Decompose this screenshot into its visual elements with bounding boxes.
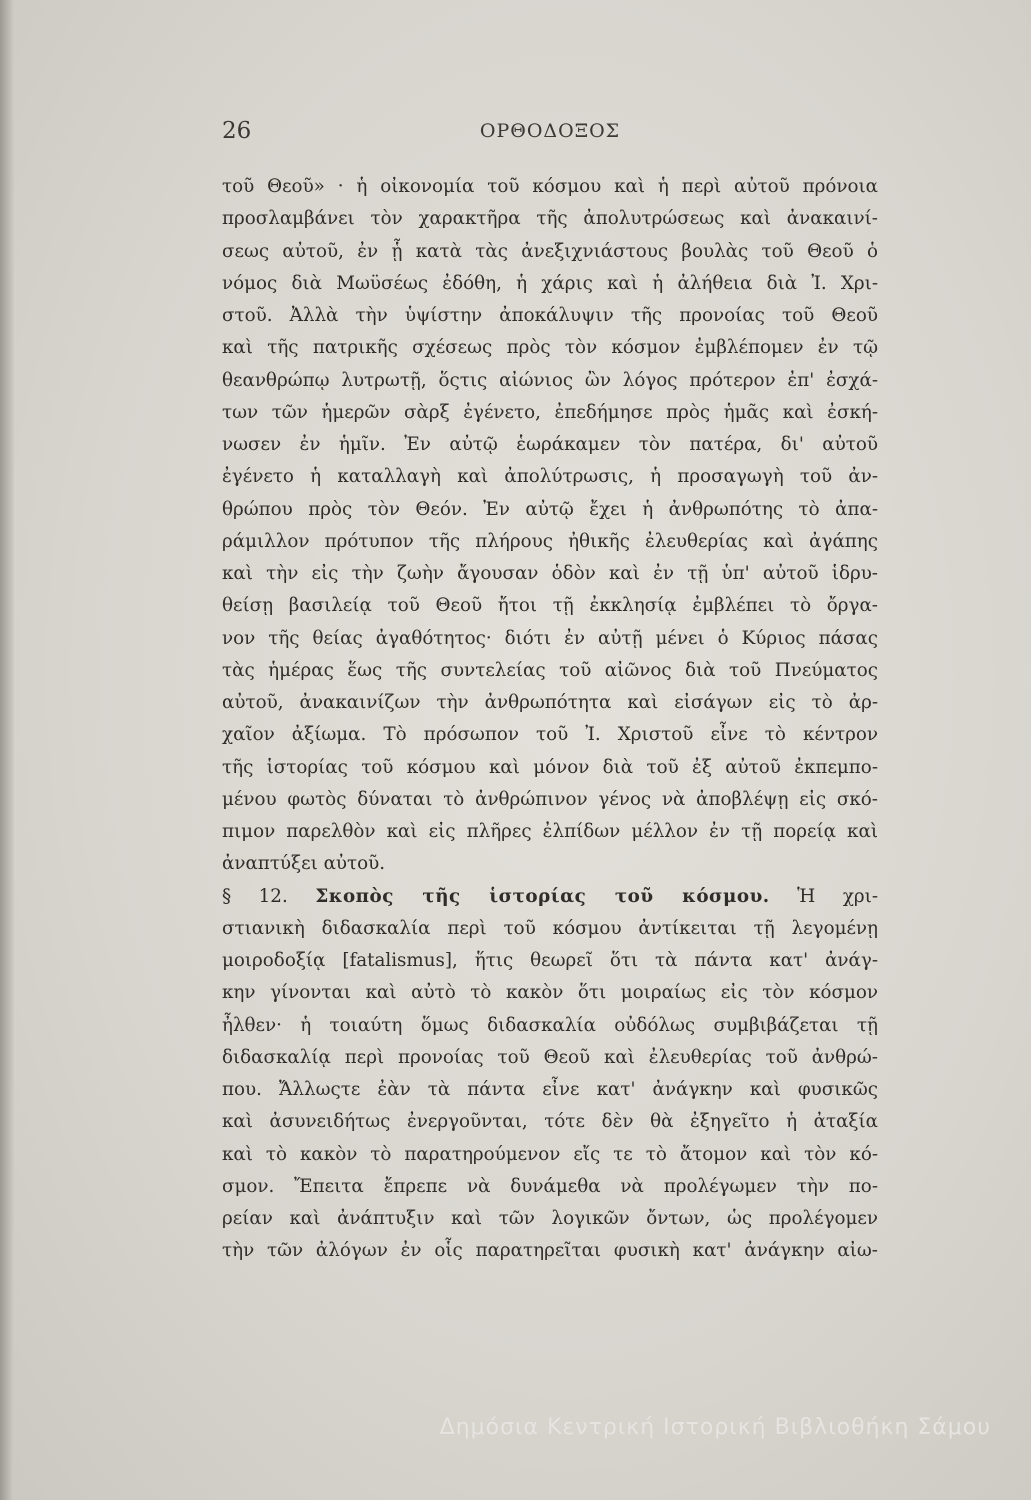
text-line: που. Ἄλλωςτε ἐὰν τὰ πάντα εἶνε κατ' ἀνάγκην καὶ φυσικῶς — [222, 1079, 878, 1100]
section-number: § 12. — [222, 885, 288, 907]
text-line: μένου φωτὸς δύναται τὸ ἀνθρώπινον γένος νὰ ἀποβλέψῃ εἰς σκό- — [222, 788, 878, 810]
section-title: Σκοπὸς τῆς ἱστορίας τοῦ κόσμου. — [315, 885, 770, 907]
text-line: καὶ ἀσυνειδήτως ἐνεργοῦνται, τότε δὲν θὰ ἐξηγεῖτο ἡ ἀταξία — [222, 1111, 878, 1133]
text-line: των τῶν ἡμερῶν σὰρξ ἐγένετο, ἐπεδήμησε πρὸς ἡμᾶς καὶ ἐσκή- — [222, 401, 878, 423]
text-line: προσλαμβάνει τὸν χαρακτῆρα τῆς ἀπολυτρώσεως καὶ ἀνακαινί- — [222, 208, 878, 230]
text-line: θρώπου πρὸς τὸν Θεόν. Ἐν αὐτῷ ἔχει ἡ ἀνθρωπότης τὸ ἀπα- — [222, 498, 878, 520]
library-watermark — [0, 1415, 991, 1440]
text-line: διδασκαλίᾳ περὶ προνοίας τοῦ Θεοῦ καὶ ἐλευθερίας τοῦ ἀνθρώ- — [222, 1046, 878, 1068]
text-line: θείσῃ βασιλείᾳ τοῦ Θεοῦ ἤτοι τῇ ἐκκλησίᾳ ἐμβλέπει τὸ ὄργα- — [222, 595, 878, 617]
text-line: ἀναπτύξει αὐτοῦ. — [222, 853, 386, 875]
text-line: ράμιλλον πρότυπον τῆς πλήρους ἠθικῆς ἐλευθερίας καὶ ἀγάπης — [222, 530, 878, 552]
text-line: τοῦ Θεοῦ» · ἡ οἰκονομία τοῦ κόσμου καὶ ἡ περὶ αὐτοῦ πρόνοια — [222, 176, 878, 197]
text-line: τῆς ἱστορίας τοῦ κόσμου καὶ μόνον διὰ τοῦ ἐξ αὐτοῦ ἐκπεμπο- — [222, 756, 878, 778]
text-line: στοῦ. Ἀλλὰ τὴν ὑψίστην ἀποκάλυψιν τῆς προνοίας τοῦ Θεοῦ — [222, 305, 878, 326]
text-line: πιμον παρελθὸν καὶ εἰς πλῆρες ἐλπίδων μέλλον ἐν τῇ πορείᾳ καὶ — [222, 821, 878, 842]
running-title: ΟΡΘΟΔΟΞΟΣ — [479, 120, 621, 142]
text-line: νωσεν ἐν ἡμῖν. Ἐν αὐτῷ ἑωράκαμεν τὸν πατέρα, δι' αὐτοῦ — [222, 434, 878, 455]
page-number: 26 — [222, 118, 252, 144]
text-line: νόμος διὰ Μωϋσέως ἐδόθη, ἡ χάρις καὶ ἡ ἀλήθεια διὰ Ἰ. Χρι- — [222, 272, 878, 294]
watermark-text: Δημόσια Κεντρική Ιστορική Βιβλιοθήκη Σάμου — [439, 1415, 991, 1440]
text-line: σμον. Ἔπειτα ἔπρεπε νὰ δυνάμεθα νὰ προλέγωμεν τὴν πο- — [222, 1175, 878, 1197]
text-line: νον τῆς θείας ἀγαθότητος· διότι ἐν αὐτῇ μένει ὁ Κύριος πάσας — [222, 627, 878, 649]
text-line: στιανικὴ διδασκαλία περὶ τοῦ κόσμου ἀντίκειται τῇ λεγομένῃ — [222, 917, 878, 939]
section-heading-line — [222, 881, 878, 913]
text-line: αὐτοῦ, ἀνακαινίζων τὴν ἀνθρωπότητα καὶ εἰσάγων εἰς τὸ ἀρ- — [222, 692, 878, 713]
body-text — [222, 171, 878, 1268]
text-line: ἐγένετο ἡ καταλλαγὴ καὶ ἀπολύτρωσις, ἡ προσαγωγὴ τοῦ ἀν- — [222, 466, 878, 488]
text-line: τὴν τῶν ἀλόγων ἐν οἷς παρατηρεῖται φυσικὴ κατ' ἀνάγκην αἰω- — [222, 1240, 878, 1262]
text-line: καὶ τῆς πατρικῆς σχέσεως πρὸς τὸν κόσμον ἐμβλέπομεν ἐν τῷ — [222, 337, 878, 359]
page-edge-shadow — [0, 0, 14, 1500]
text-line: ρείαν καὶ ἀνάπτυξιν καὶ τῶν λογικῶν ὄντων, ὡς προλέγομεν — [222, 1208, 878, 1229]
text-line: καὶ τὸ κακὸν τὸ παρατηρούμενον εἴς τε τὸ ἄτομον καὶ τὸν κό- — [222, 1143, 878, 1165]
text-line: χαῖον ἀξίωμα. Τὸ πρόσωπον τοῦ Ἰ. Χριστοῦ εἶνε τὸ κέντρον — [222, 724, 878, 746]
text-line: κην γίνονται καὶ αὐτὸ τὸ κακὸν ὅτι μοιραίως εἰς τὸν κόσμον — [222, 982, 878, 1004]
text-line: τὰς ἡμέρας ἕως τῆς συντελείας τοῦ αἰῶνος διὰ τοῦ Πνεύματος — [222, 659, 878, 681]
page-header — [222, 118, 878, 158]
text-line: θεανθρώπῳ λυτρωτῇ, ὅςτις αἰώνιος ὢν λόγος πρότερον ἐπ' ἐσχά- — [222, 369, 878, 391]
text-line: καὶ τὴν εἰς τὴν ζωὴν ἄγουσαν ὁδὸν καὶ ἐν τῇ ὑπ' αὐτοῦ ἱδρυ- — [222, 563, 878, 584]
text-line: μοιροδοξίᾳ [fatalismus], ἥτις θεωρεῖ ὅτι τὰ πάντα κατ' ἀνάγ- — [222, 950, 878, 971]
section-first-line-text: Ἡ χρι- — [797, 885, 878, 907]
text-line: σεως αὐτοῦ, ἐν ᾗ κατὰ τὰς ἀνεξιχνιάστους βουλὰς τοῦ Θεοῦ ὁ — [222, 240, 878, 262]
text-line: ἦλθεν· ἡ τοιαύτη ὅμως διδασκαλία οὐδόλως συμβιβάζεται τῇ — [222, 1014, 878, 1036]
